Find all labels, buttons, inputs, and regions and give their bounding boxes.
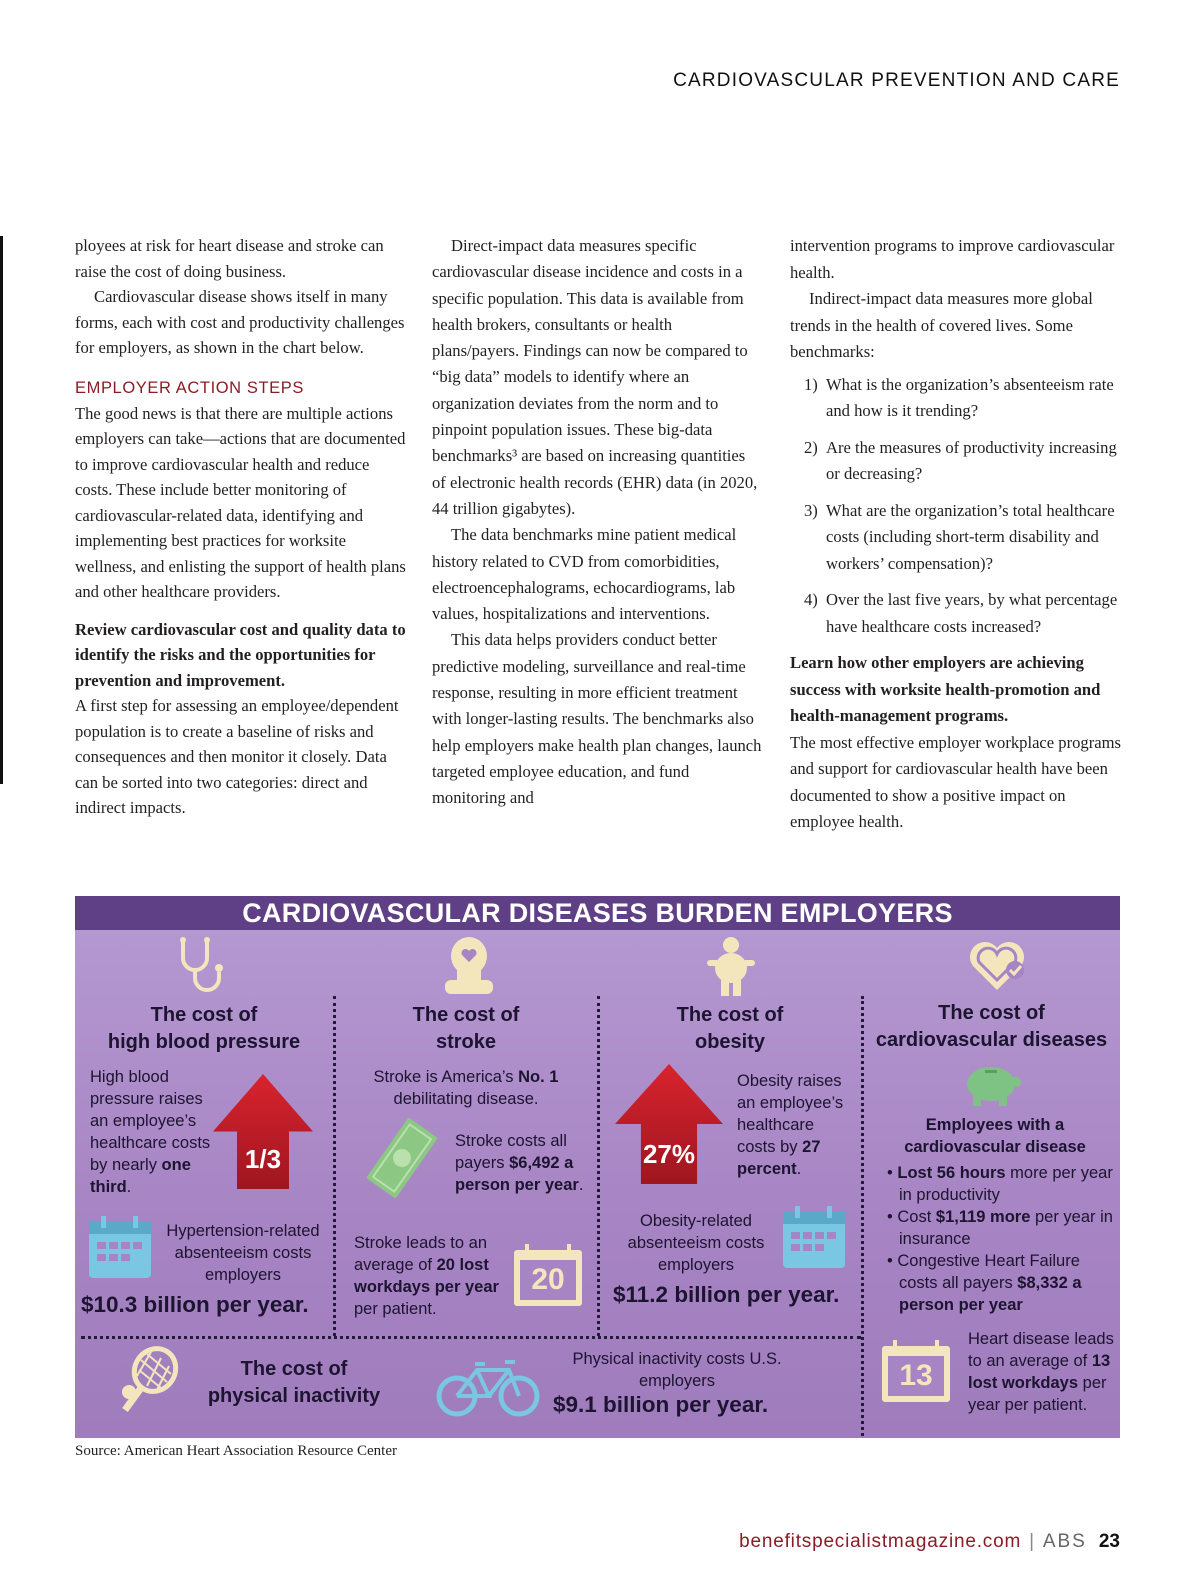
list-item: 1) What is the organization’s absenteeism rate and how is it trending? xyxy=(804,374,1114,420)
piggy-bank-icon xyxy=(961,1062,1023,1108)
infographic-title: CARDIOVASCULAR DISEASES BURDEN EMPLOYERS xyxy=(75,896,1120,930)
col1-paragraph-4: A first step for assessing an employee/dependent population is to create a baseline of risks and consequences and then monitor it closely. Data can be sorted into two categories: direct and indirect impacts. xyxy=(75,696,399,817)
hbp-big-figure: $10.3 billion per year. xyxy=(81,1292,309,1317)
obesity-absent-text: Obesity-related absenteeism costs employers xyxy=(627,1212,765,1274)
footer-magazine: ABS xyxy=(1042,1531,1087,1552)
section-header: CARDIOVASCULAR PREVENTION AND CARE xyxy=(673,70,1120,91)
article-column-3 xyxy=(790,233,1125,836)
col1-paragraph-1: ployees at risk for heart disease and stroke can raise the cost of doing business. xyxy=(75,236,384,281)
article-column-2 xyxy=(432,233,762,812)
list-item: • Lost 56 hours more per year in productivity xyxy=(887,1164,1113,1204)
calendar-icon xyxy=(511,1242,585,1308)
infographic xyxy=(75,896,1120,1438)
page-number: 23 xyxy=(1098,1531,1120,1552)
divider xyxy=(81,1336,861,1339)
inactivity-big-figure: $9.1 billion per year. xyxy=(553,1392,769,1417)
footer-separator: | xyxy=(1029,1531,1035,1552)
hbp-text: High blood pressure raises an employee’s healthcare costs by nearly one third. xyxy=(90,1068,211,1196)
bicycle-icon xyxy=(435,1354,541,1418)
obesity-text: Obesity raises an employee’s healthcare costs by 27 percent. xyxy=(737,1072,844,1178)
obesity-arrow-label: 27% xyxy=(642,1139,696,1169)
stroke-heading: The cost of stroke xyxy=(412,1004,520,1053)
col3-bold-lead: Learn how other employers are achieving success with worksite health-promotion and health-management programs. xyxy=(790,653,1101,725)
page-footer xyxy=(739,1531,1120,1553)
col2-paragraph-2: The data benchmarks mine patient medical history related to CVD from comorbidities, electroencephalograms, echocardiograms, lab values, hospitalizations and interventions. xyxy=(432,525,737,624)
hbp-absent-text: Hypertension-related absenteeism costs employers xyxy=(166,1222,320,1284)
benchmark-list xyxy=(790,372,1125,641)
list-item: 2) Are the measures of productivity increasing or decreasing? xyxy=(804,437,1117,483)
heart-check-icon xyxy=(965,936,1029,994)
footer-site: benefitspecialistmagazine.com xyxy=(739,1531,1022,1552)
list-item: • Congestive Heart Failure costs all payers $8,332 a person per year xyxy=(887,1252,1082,1314)
stroke-text: Stroke is America’s No. 1 debilitating disease. xyxy=(373,1068,559,1108)
article-column-1 xyxy=(75,233,407,821)
stroke-cost-text: Stroke costs all payers $6,492 a person per year. xyxy=(455,1132,584,1194)
inactivity-heading: The cost of physical inactivity xyxy=(207,1358,381,1407)
calendar-icon xyxy=(879,1338,953,1404)
cvd-bullets xyxy=(887,1162,1115,1316)
inactivity-text: Physical inactivity costs U.S. employers xyxy=(572,1350,782,1390)
stethoscope-icon xyxy=(173,936,223,994)
cvd-subheading: Employees with a cardiovascular disease xyxy=(904,1116,1086,1156)
cvd-heading: The cost of cardiovascular diseases xyxy=(875,1002,1108,1051)
col3-paragraph-1: intervention programs to improve cardiovascular health. xyxy=(790,236,1115,282)
up-arrow-icon xyxy=(615,1064,723,1184)
col1-paragraph-3: The good news is that there are multiple actions employers can take—actions that are documented to improve cardiovascular health and reduce costs. These include better monitoring of cardiovascular-related data, identifying and implementing best practices for worksite wellness, and enlisting the support of health plans and other healthcare providers. xyxy=(75,403,406,601)
head-heart-icon xyxy=(441,936,497,996)
obesity-heading: The cost of obesity xyxy=(676,1004,784,1053)
tennis-racket-icon xyxy=(117,1346,183,1418)
col2-paragraph-3: This data helps providers conduct better predictive modeling, surveillance and real-time response, resulting in more efficient treatment with longer-lasting results. The benchmarks also help employers make health plan changes, launch targeted employee education, and fund monitoring and xyxy=(432,630,762,808)
divider xyxy=(861,996,864,1436)
employer-action-steps-heading: EMPLOYER ACTION STEPS xyxy=(75,378,304,397)
obese-person-icon xyxy=(705,936,757,996)
left-margin-rule xyxy=(0,236,3,784)
list-item: 3) What are the organization’s total healthcare costs (including short-term disability and workers’ compensation)? xyxy=(804,500,1115,573)
obesity-big-figure: $11.2 billion per year. xyxy=(613,1282,840,1307)
calendar-icon xyxy=(781,1204,847,1270)
calendar-icon xyxy=(87,1214,153,1280)
up-arrow-icon xyxy=(213,1074,313,1189)
col3-paragraph-3: The most effective employer workplace programs and support for cardiovascular health have been documented to show a positive impact on employee health. xyxy=(790,732,1121,831)
list-item: 4) Over the last five years, by what percentage have healthcare costs increased? xyxy=(804,590,1118,636)
col1-bold-lead: Review cardiovascular cost and quality data to identify the risks and the opportunities for prevention and improvement. xyxy=(75,619,406,690)
col3-paragraph-2: Indirect-impact data measures more global trends in the health of covered lives. Some benchmarks: xyxy=(790,289,1093,361)
col2-paragraph-1: Direct-impact data measures specific cardiovascular disease incidence and costs in a specific population. This data is available from health brokers, consultants or health plans/payers. Findings can now be compared to “big data” models to identify where an organization deviates from the norm and to pinpoint population issues. These big-data benchmarks³ are based on increasing quantities of electronic health records (EHR) data (in 2020, 44 trillion gigabytes). xyxy=(432,236,758,518)
list-item: • Cost $1,119 more per year in insurance xyxy=(887,1208,1113,1248)
cvd-calendar-number: 13 xyxy=(899,1359,933,1392)
col1-paragraph-2: Cardiovascular disease shows itself in many forms, each with cost and productivity challenges for employers, as shown in the chart below. xyxy=(75,287,405,357)
source-credit: Source: American Heart Association Resource Center xyxy=(75,1443,397,1459)
stroke-workdays-text: Stroke leads to an average of 20 lost workdays per year per patient. xyxy=(354,1234,499,1318)
hbp-arrow-label: 1/3 xyxy=(244,1144,282,1174)
cvd-workdays-text: Heart disease leads to an average of 13 lost workdays per year per patient. xyxy=(968,1330,1114,1414)
money-icon xyxy=(359,1118,445,1198)
stroke-calendar-number: 20 xyxy=(531,1263,565,1296)
hbp-heading: The cost of high blood pressure xyxy=(107,1004,301,1053)
